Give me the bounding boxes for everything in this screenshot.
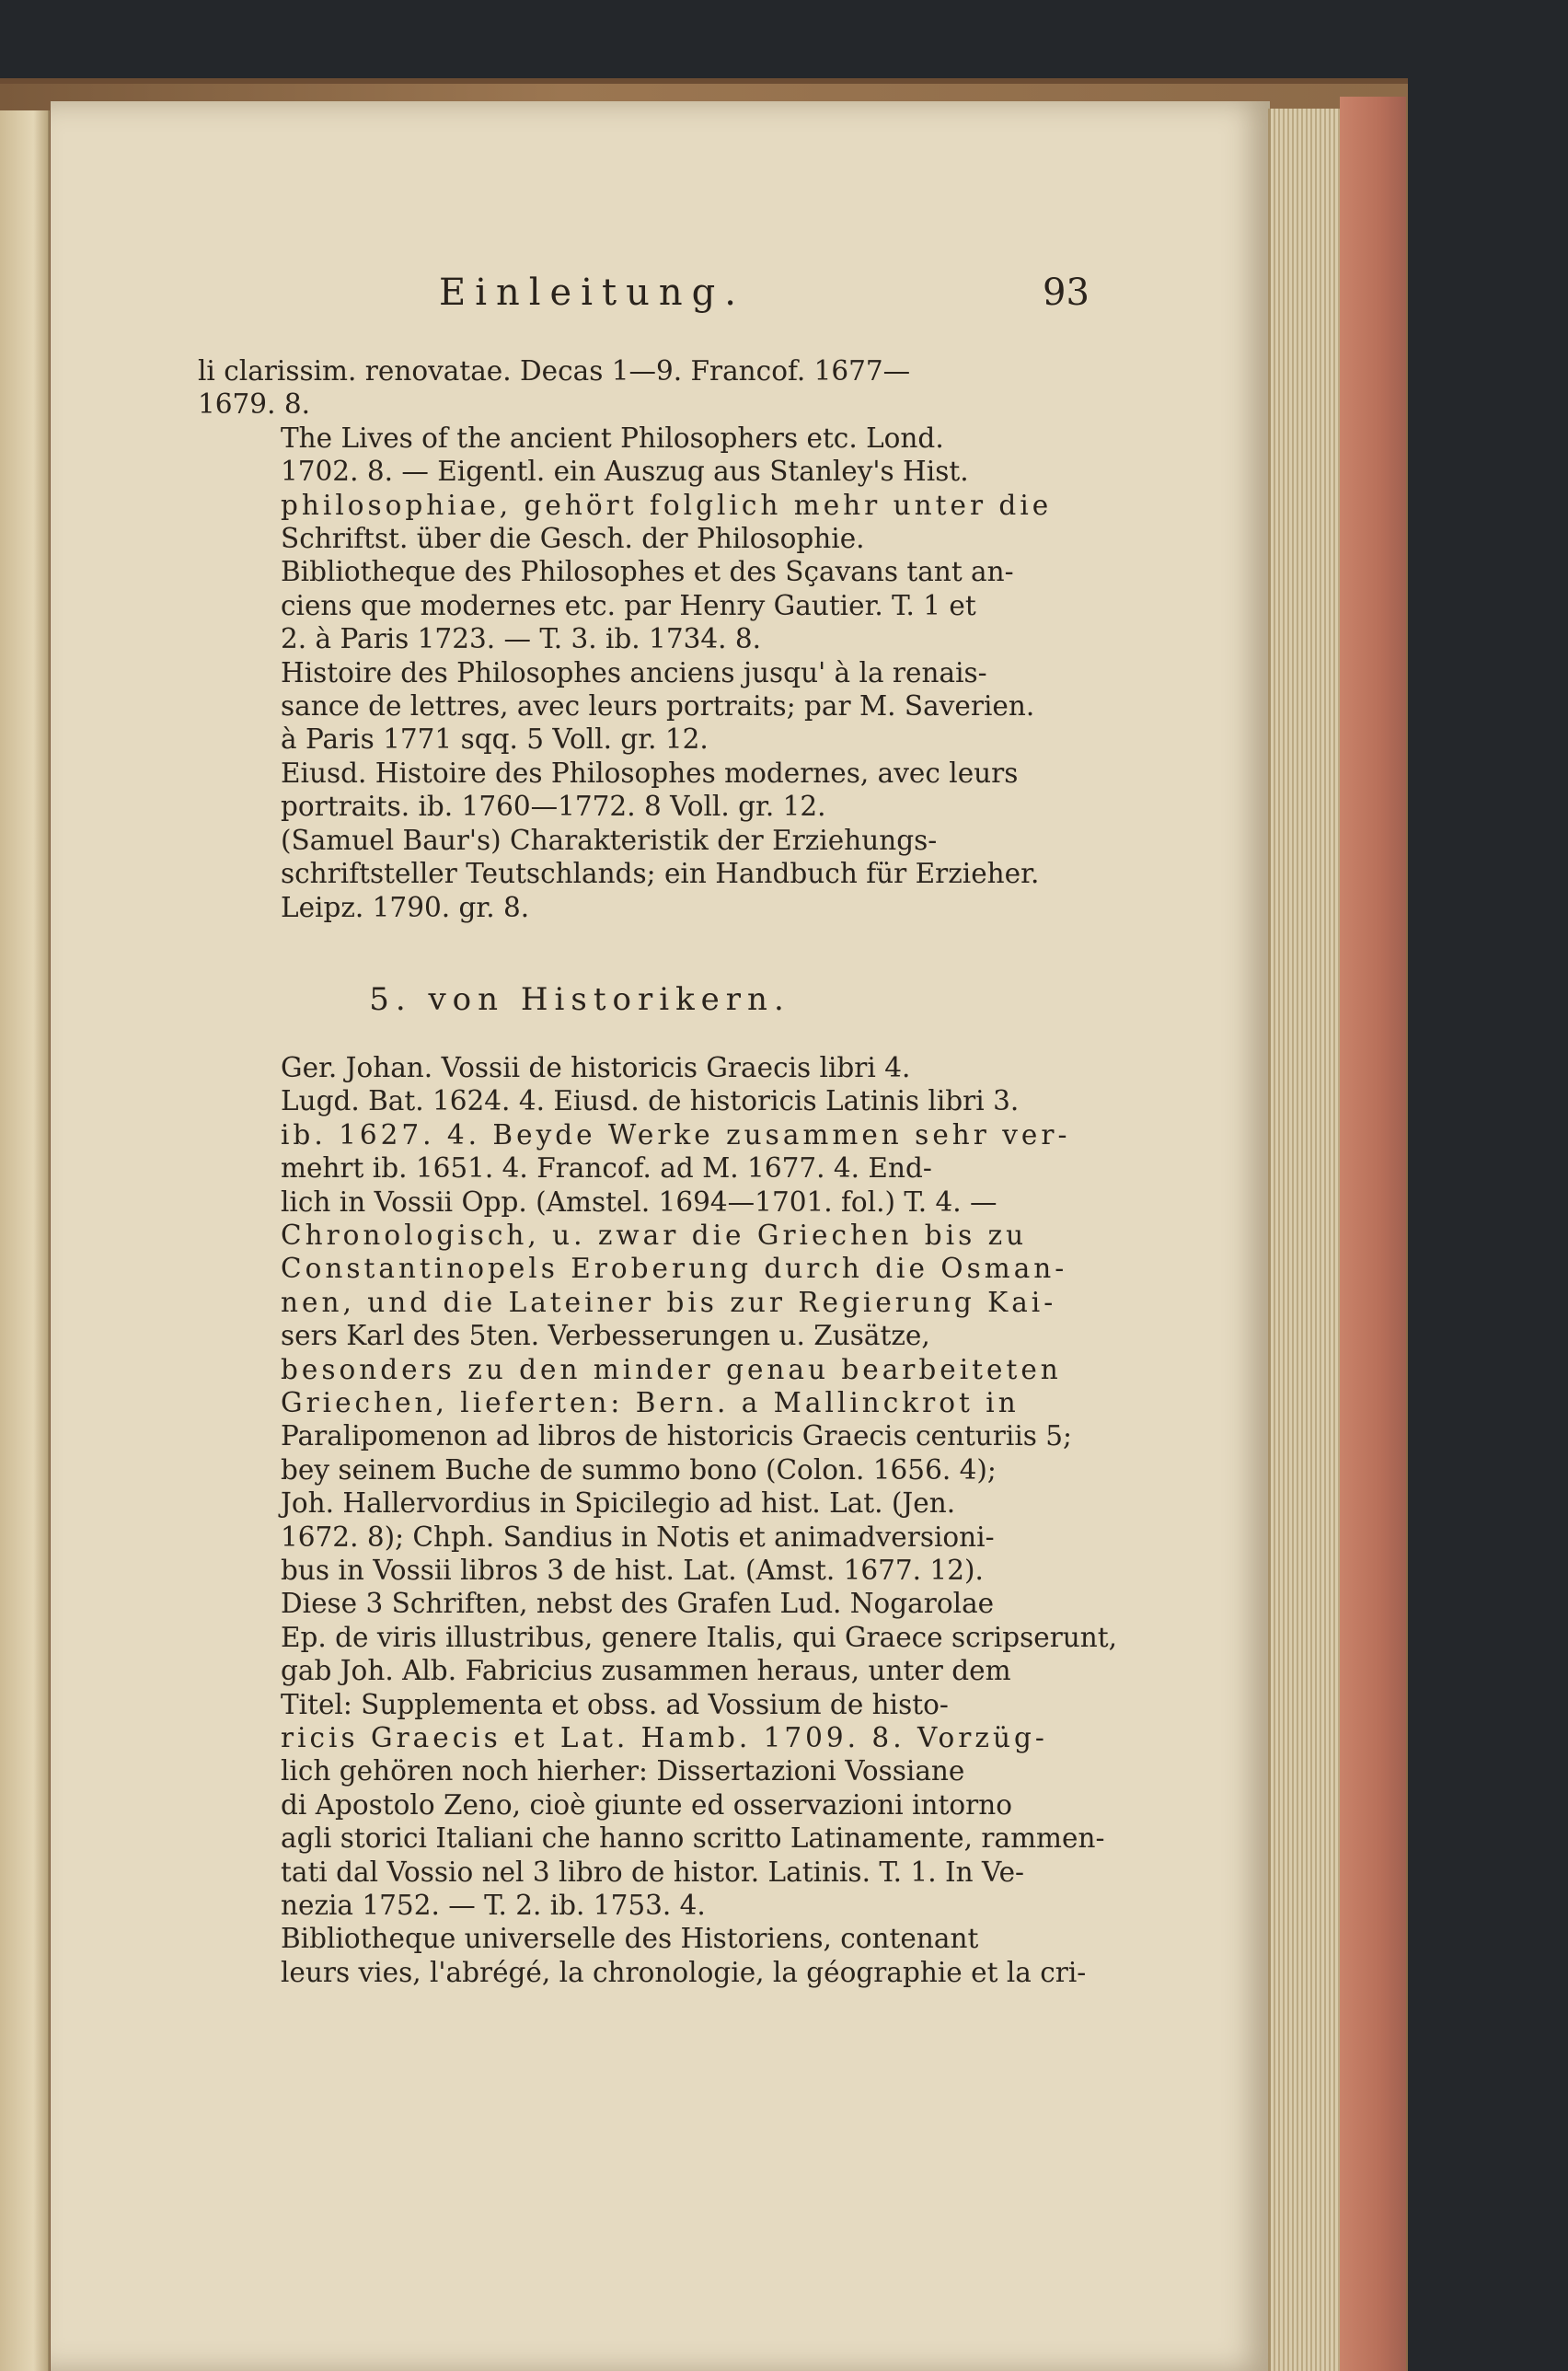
text-line: Leipz. 1790. gr. 8. [281, 891, 530, 923]
text-line: lich gehören noch hierher: Dissertazioni Vossiane [281, 1755, 965, 1787]
text-line: nezia 1752. — T. 2. ib. 1753. 4. [281, 1890, 706, 1922]
text-line: lich in Vossii Opp. (Amstel. 1694—1701. fol.) T. 4. — [281, 1186, 997, 1218]
text-line: 1679. 8. [198, 388, 310, 421]
running-head [198, 272, 1100, 327]
text-line: (Samuel Baur's) Charakteristik der Erziehungs- [281, 824, 938, 856]
text-line: Histoire des Philosophes anciens jusqu' à la renais- [281, 656, 987, 688]
text-line: di Apostolo Zeno, cioè giunte ed osservazioni intorno [281, 1788, 1013, 1821]
entry-baur-charakteristik [198, 824, 1100, 924]
entry-bibliotheque-philosophes [198, 555, 1100, 655]
text-line: ib. 1627. 4. Beyde Werke zusammen sehr ver- [281, 1118, 1071, 1151]
text-line: ricis Graecis et Lat. Hamb. 1709. 8. Vorzüg- [281, 1722, 1048, 1754]
text-line: tati dal Vossio nel 3 libro de histor. Latinis. T. 1. In Ve- [281, 1856, 1024, 1888]
text-line: Lugd. Bat. 1624. 4. Eiusd. de historicis Latinis libri 3. [281, 1085, 1020, 1117]
text-line: Griechen, lieferten: Bern. a Mallinckrot in [281, 1386, 1020, 1418]
text-line: bus in Vossii libros 3 de hist. Lat. (Amst. 1677. 12). [281, 1555, 984, 1586]
text-line: sers Karl des 5ten. Verbesserungen u. Zusätze, [281, 1320, 930, 1352]
entry-bibliotheque-historiens [198, 1922, 1100, 1989]
entry-histoire-philosophes-modernes [198, 757, 1100, 824]
text-line: 1672. 8); Chph. Sandius in Notis et animadversioni- [281, 1521, 995, 1553]
text-line: gab Joh. Alb. Fabricius zusammen heraus, unter dem [281, 1655, 1011, 1687]
book-edge [1340, 97, 1406, 2371]
text-line: Schriftst. über die Gesch. der Philosophie. [281, 523, 865, 555]
text-line: besonders zu den minder genau bearbeiteten [281, 1353, 1062, 1385]
text-line: leurs vies, l'abrégé, la chronologie, la géographie et la cri- [281, 1956, 1087, 1988]
text-line: Eiusd. Histoire des Philosophes modernes, avec leurs [281, 757, 1019, 789]
text-line: Ger. Johan. Vossii de historicis Graecis libri 4. [281, 1051, 911, 1083]
text-line: 2. à Paris 1723. — T. 3. ib. 1734. 8. [281, 623, 762, 655]
text-line: ciens que modernes etc. par Henry Gautier. T. 1 et [281, 589, 976, 621]
text-line: Joh. Hallervordius in Spicilegio ad hist. Lat. (Jen. [281, 1487, 956, 1520]
text-line: philosophiae, gehört folglich mehr unter die [281, 489, 1053, 521]
text-line: Constantinopels Eroberung durch die Osman- [281, 1253, 1068, 1285]
entry-lives-of-philosophers [198, 422, 1100, 556]
section-heading: 5. von Historikern. [369, 980, 790, 1018]
entry-histoire-philosophes-anciens [198, 656, 1100, 757]
text-line: schriftsteller Teutschlands; ein Handbuch für Erzieher. [281, 858, 1040, 890]
page-header-title: Einleitung. [439, 272, 745, 314]
text-line: Bibliotheque universelle des Historiens, contenant [281, 1923, 979, 1955]
text-line: mehrt ib. 1651. 4. Francof. ad M. 1677. 4. End- [281, 1152, 932, 1185]
text-line: Ep. de viris illustribus, genere Italis, qui Graece scripserunt, [281, 1621, 1118, 1653]
text-line: Chronologisch, u. zwar die Griechen bis zu [281, 1219, 1028, 1251]
page-stack-edge [1268, 109, 1344, 2371]
text-line: 1702. 8. — Eigentl. ein Auszug aus Stanley's Hist. [281, 456, 969, 488]
text-line: li clarissim. renovatae. Decas 1—9. Francof. 1677— [198, 355, 911, 387]
entry-vossii-de-historicis [198, 1051, 1118, 1923]
text-line: Paralipomenon ad libros de historicis Graecis centuriis 5; [281, 1420, 1072, 1452]
text-line: Titel: Supplementa et obss. ad Vossium de histo- [281, 1688, 949, 1720]
text-line: nen, und die Lateiner bis zur Regierung Kai- [281, 1286, 1057, 1318]
text-line: Diese 3 Schriften, nebst des Grafen Lud. Nogarolae [281, 1588, 995, 1620]
entry-continuation [198, 354, 1100, 422]
left-page-edge [0, 110, 50, 2371]
text-line: The Lives of the ancient Philosophers etc. Lond. [281, 422, 944, 454]
text-line: bey seinem Buche de summo bono (Colon. 1656. 4); [281, 1453, 997, 1486]
text-line: sance de lettres, avec leurs portraits; par M. Saverien. [281, 690, 1035, 723]
text-line: portraits. ib. 1760—1772. 8 Voll. gr. 12. [281, 791, 826, 823]
text-line: Bibliotheque des Philosophes et des Sçavans tant an- [281, 556, 1014, 588]
page-number: 93 [1043, 272, 1090, 314]
text-line: agli storici Italiani che hanno scritto Latinamente, rammen- [281, 1822, 1105, 1855]
text-line: à Paris 1771 sqq. 5 Voll. gr. 12. [281, 723, 709, 756]
text-block [198, 272, 1118, 1989]
